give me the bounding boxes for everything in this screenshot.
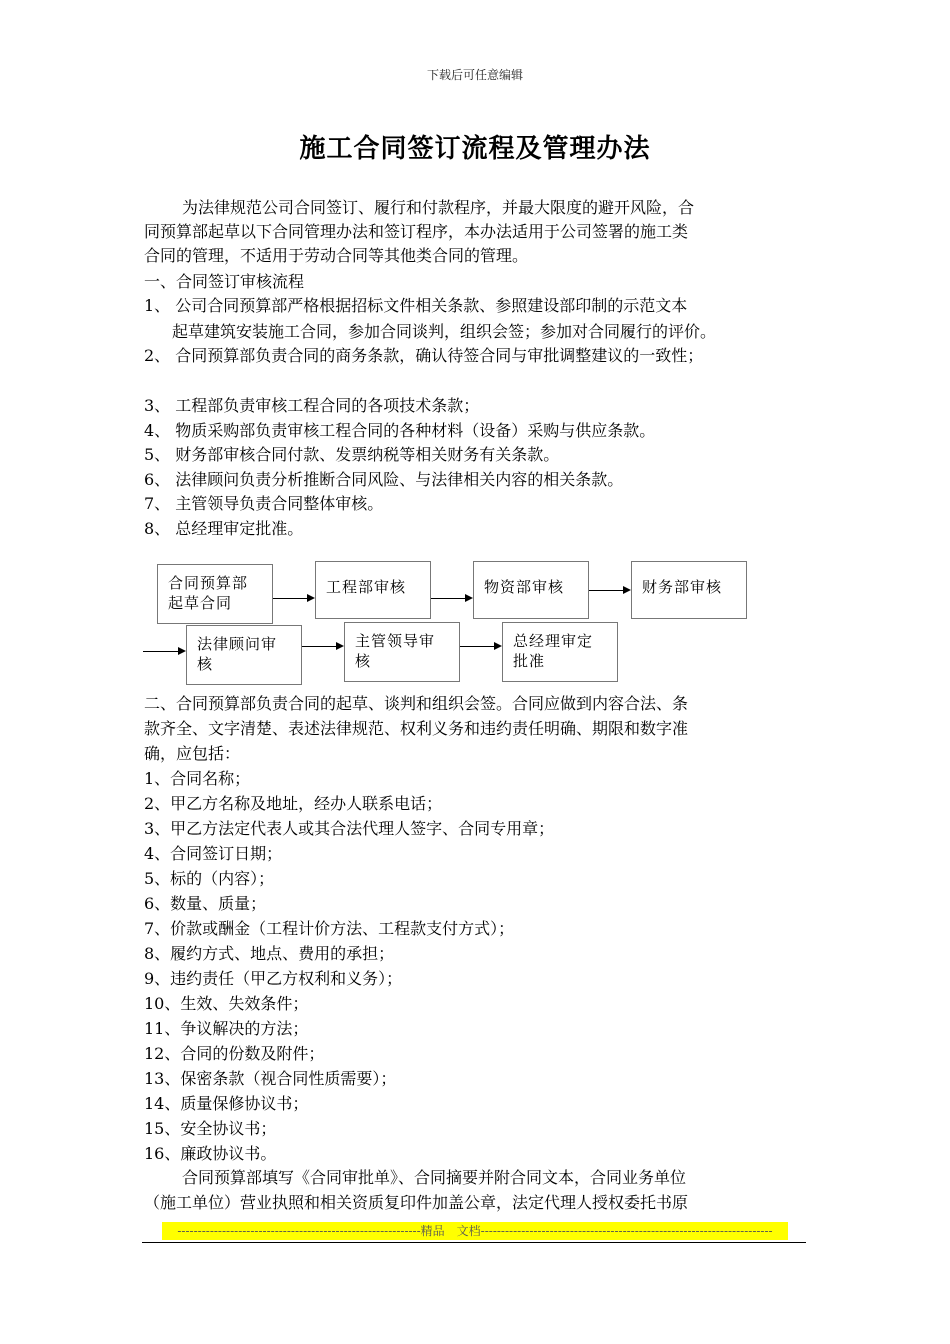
list-item: 6、数量、质量； xyxy=(144,894,267,913)
list-item: 3、甲乙方法定代表人或其合法代理人签字、合同专用章； xyxy=(144,819,555,838)
flow-box-materials: 物资部审核 xyxy=(473,561,589,619)
list-item: 14、质量保修协议书； xyxy=(144,1094,309,1113)
list-item: 2、 合同预算部负责合同的商务条款，确认待签合同与审批调整建议的一致性； xyxy=(144,346,704,365)
footer-rule xyxy=(142,1242,806,1243)
list-item: 9、违约责任（甲乙方权利和义务）； xyxy=(144,969,403,988)
list-item: 4、 物质采购部负责审核工程合同的各种材料（设备）采购与供应条款。 xyxy=(144,421,656,440)
section2-line: 确，应包括： xyxy=(144,744,241,763)
flow-arrow-head xyxy=(494,642,502,650)
flow-arrow xyxy=(431,598,465,599)
section2-line: 二、合同预算部负责合同的起草、谈判和组织会签。合同应做到内容合法、条 xyxy=(144,694,689,713)
intro-line: 为法律规范公司合同签订、履行和付款程序，并最大限度的避开风险，合 xyxy=(182,198,695,217)
closing-line: （施工单位）营业执照和相关资质复印件加盖公章，法定代理人授权委托书原 xyxy=(144,1193,689,1212)
list-item: 7、 主管领导负责合同整体审核。 xyxy=(144,494,384,513)
flow-box-engineering: 工程部审核 xyxy=(315,561,431,619)
closing-line: 合同预算部填写《合同审批单》、合同摘要并附合同文本，合同业务单位 xyxy=(182,1168,687,1187)
flow-arrow xyxy=(460,646,494,647)
list-item: 2、甲乙方名称及地址，经办人联系电话； xyxy=(144,794,443,813)
list-item: 5、 财务部审核合同付款、发票纳税等相关财务有关条款。 xyxy=(144,445,560,464)
section1-heading: 一、合同签订审核流程 xyxy=(144,272,305,291)
list-item: 起草建筑安装施工合同，参加合同谈判，组织会签；参加对合同履行的评价。 xyxy=(172,322,717,341)
header-note: 下载后可任意编辑 xyxy=(426,68,523,82)
flow-box-finance: 财务部审核 xyxy=(631,561,747,619)
list-item: 10、生效、失效条件； xyxy=(144,994,309,1013)
list-item: 6、 法律顾问负责分析推断合同风险、与法律相关内容的相关条款。 xyxy=(144,470,624,489)
intro-line: 合同的管理，不适用于劳动合同等其他类合同的管理。 xyxy=(144,246,529,265)
list-item: 7、价款或酬金（工程计价方法、工程款支付方式）； xyxy=(144,919,515,938)
intro-line: 同预算部起草以下合同管理办法和签订程序，本办法适用于公司签署的施工类 xyxy=(144,222,689,241)
list-item: 1、合同名称； xyxy=(144,769,251,788)
list-item: 16、廉政协议书。 xyxy=(144,1144,277,1163)
flow-arrow-head xyxy=(465,594,473,602)
list-item: 13、保密条款（视合同性质需要）； xyxy=(144,1069,397,1088)
section2-line: 款齐全、文字清楚、表述法律规范、权利义务和违约责任明确、期限和数字准 xyxy=(144,719,689,738)
list-item: 8、履约方式、地点、费用的承担； xyxy=(144,944,395,963)
document-title: 施工合同签订流程及管理办法 xyxy=(299,134,651,164)
flow-arrow-head xyxy=(307,594,315,602)
list-item: 5、标的（内容）； xyxy=(144,869,275,888)
flow-arrow-head xyxy=(623,586,631,594)
list-item: 11、争议解决的方法； xyxy=(144,1019,309,1038)
list-item: 12、合同的份数及附件； xyxy=(144,1044,325,1063)
flow-arrow xyxy=(273,598,307,599)
list-item: 8、 总经理审定批准。 xyxy=(144,519,304,538)
list-item: 1、 公司合同预算部严格根据招标文件相关条款、参照建设部印制的示范文本 xyxy=(144,296,688,315)
flow-arrow xyxy=(589,590,623,591)
flow-arrow xyxy=(143,651,178,652)
list-item: 15、安全协议书； xyxy=(144,1119,277,1138)
list-item: 4、合同签订日期； xyxy=(144,844,283,863)
flow-arrow-head xyxy=(178,647,186,655)
flow-box-leader: 主管领导审 核 xyxy=(344,622,460,682)
list-item: 3、 工程部负责审核工程合同的各项技术条款； xyxy=(144,396,480,415)
flow-arrow-head xyxy=(336,642,344,650)
flow-box-gm: 总经理审定 批准 xyxy=(502,622,618,682)
footer-banner: ------------------------------------------------------------精品 文档------------------------------------------------------------------------ xyxy=(162,1222,788,1240)
flow-box-draft: 合同预算部 起草合同 xyxy=(157,564,273,624)
flow-box-legal: 法律顾问审 核 xyxy=(186,625,302,685)
flow-arrow xyxy=(302,646,336,647)
